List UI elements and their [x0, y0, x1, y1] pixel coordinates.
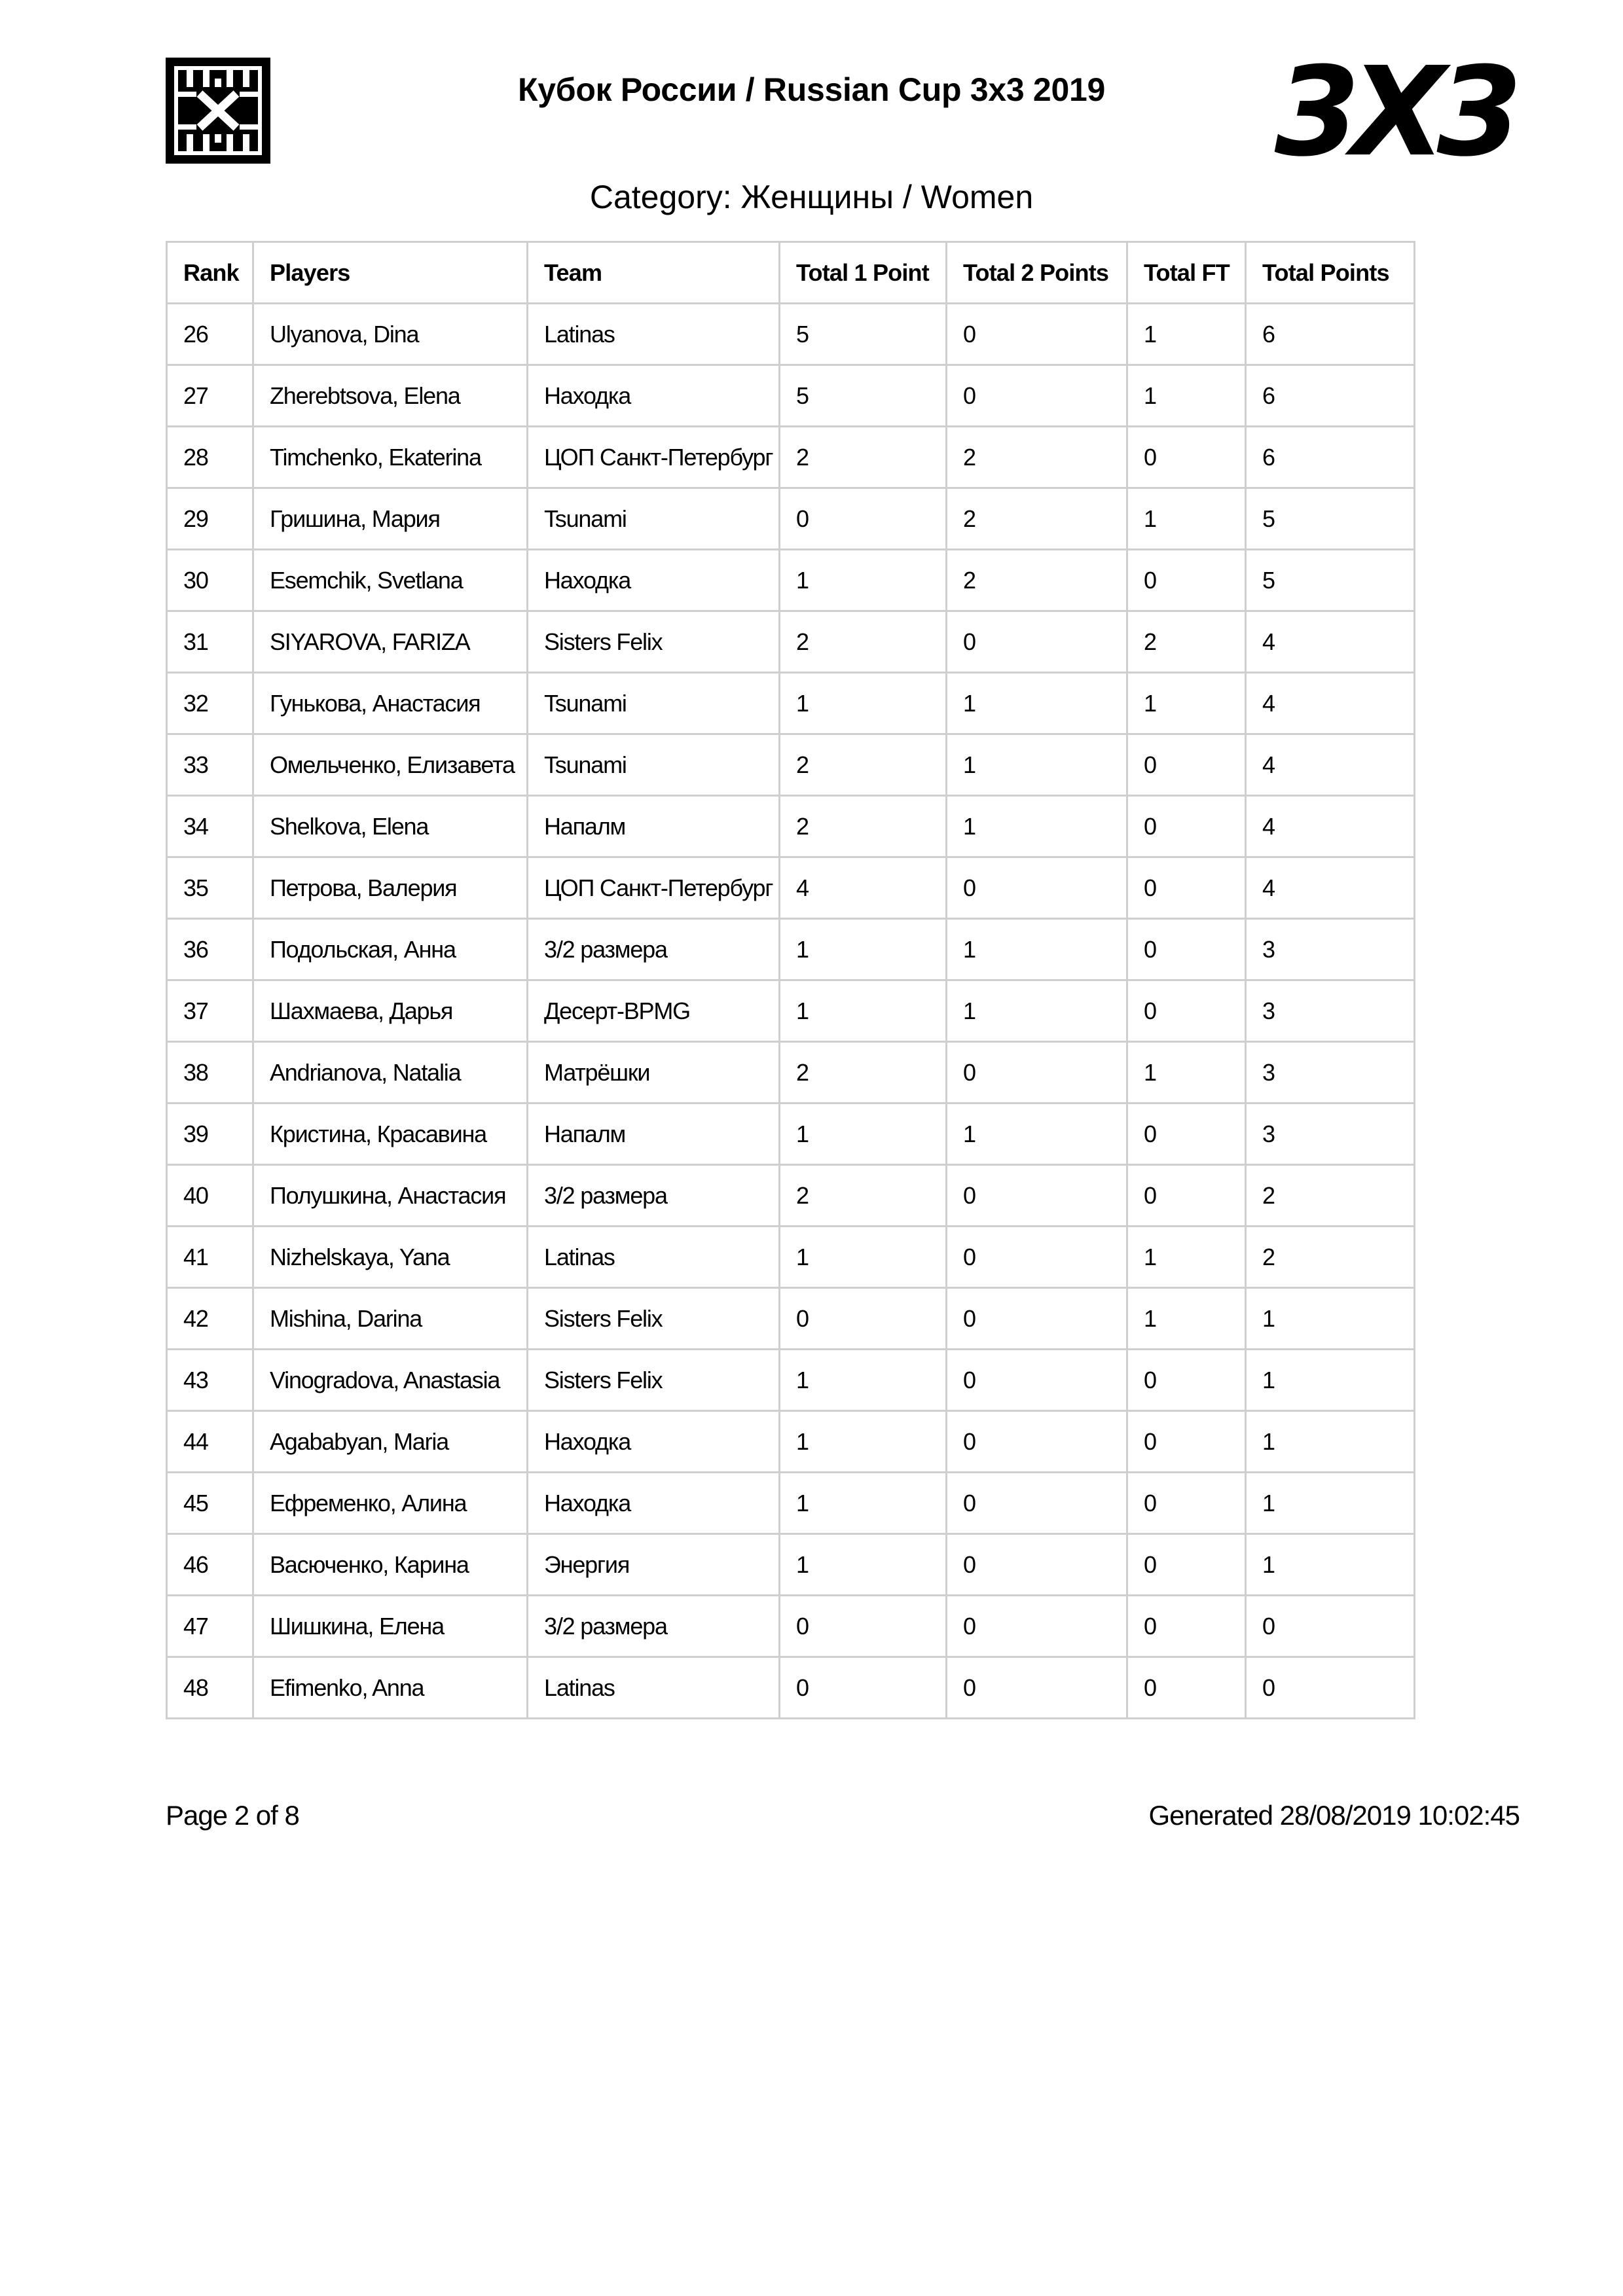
cell-team: Latinas — [528, 1227, 780, 1288]
cell-total-2-points: 0 — [947, 1534, 1127, 1596]
cell-player: Подольская, Анна — [253, 919, 528, 980]
report-title: Кубок России / Russian Cup 3x3 2019 — [518, 71, 1105, 108]
cell-total-2-points: 0 — [947, 1288, 1127, 1350]
cell-total-points: 4 — [1246, 857, 1415, 919]
cell-player: Timchenko, Ekaterina — [253, 427, 528, 488]
cell-total-ft: 1 — [1127, 1288, 1246, 1350]
cell-total-2-points: 1 — [947, 734, 1127, 796]
table-row — [167, 1596, 1415, 1657]
cell-player: Шишкина, Елена — [253, 1596, 528, 1657]
cell-rank: 28 — [167, 427, 253, 488]
cell-team: Sisters Felix — [528, 1350, 780, 1411]
cell-rank: 31 — [167, 611, 253, 673]
cell-team: Находка — [528, 365, 780, 427]
column-header-total-2-points: Total 2 Points — [947, 242, 1127, 304]
cell-total-ft: 0 — [1127, 796, 1246, 857]
cell-total-1-point: 0 — [780, 488, 947, 550]
cell-total-points: 1 — [1246, 1411, 1415, 1473]
cell-rank: 27 — [167, 365, 253, 427]
cell-player: Омельченко, Елизавета — [253, 734, 528, 796]
generated-timestamp: Generated 28/08/2019 10:02:45 — [1148, 1800, 1520, 1831]
cell-total-ft: 0 — [1127, 1411, 1246, 1473]
table-row — [167, 1473, 1415, 1534]
table-row — [167, 796, 1415, 857]
cell-total-ft: 0 — [1127, 919, 1246, 980]
cell-total-ft: 0 — [1127, 1350, 1246, 1411]
table-row — [167, 304, 1415, 365]
table-row — [167, 1042, 1415, 1103]
cell-player: Гришина, Мария — [253, 488, 528, 550]
table-row — [167, 919, 1415, 980]
cell-total-2-points: 1 — [947, 673, 1127, 734]
column-header-team: Team — [528, 242, 780, 304]
cell-total-1-point: 5 — [780, 365, 947, 427]
cell-total-2-points: 0 — [947, 1657, 1127, 1719]
cell-player: Vinogradova, Anastasia — [253, 1350, 528, 1411]
table-row — [167, 365, 1415, 427]
category-heading: Category: Женщины / Women — [589, 179, 1034, 215]
cell-total-2-points: 2 — [947, 427, 1127, 488]
cell-total-points: 5 — [1246, 488, 1415, 550]
cell-team: Tsunami — [528, 734, 780, 796]
column-header-total-ft: Total FT — [1127, 242, 1246, 304]
cell-total-2-points: 0 — [947, 1227, 1127, 1288]
cell-total-ft: 0 — [1127, 1596, 1246, 1657]
cell-total-points: 4 — [1246, 796, 1415, 857]
cell-rank: 36 — [167, 919, 253, 980]
cell-rank: 26 — [167, 304, 253, 365]
cell-player: Mishina, Darina — [253, 1288, 528, 1350]
cell-rank: 32 — [167, 673, 253, 734]
cell-total-2-points: 0 — [947, 1042, 1127, 1103]
cell-total-ft: 0 — [1127, 1165, 1246, 1227]
table-row — [167, 611, 1415, 673]
cell-total-points: 4 — [1246, 734, 1415, 796]
3x3-wordmark-text: 3X3 — [1274, 56, 1514, 165]
cell-total-1-point: 1 — [780, 980, 947, 1042]
cell-total-ft: 0 — [1127, 427, 1246, 488]
cell-total-points: 1 — [1246, 1350, 1415, 1411]
cell-player: Кристина, Красавина — [253, 1103, 528, 1165]
cell-total-1-point: 0 — [780, 1288, 947, 1350]
cell-rank: 42 — [167, 1288, 253, 1350]
cell-team: Latinas — [528, 1657, 780, 1719]
cell-total-ft: 1 — [1127, 488, 1246, 550]
cell-player: Петрова, Валерия — [253, 857, 528, 919]
cell-player: Ефременко, Алина — [253, 1473, 528, 1534]
cell-total-ft: 0 — [1127, 857, 1246, 919]
table-row — [167, 734, 1415, 796]
cell-total-2-points: 0 — [947, 611, 1127, 673]
cell-rank: 29 — [167, 488, 253, 550]
cell-total-points: 1 — [1246, 1473, 1415, 1534]
cell-team: 3/2 размера — [528, 1596, 780, 1657]
table-row — [167, 550, 1415, 611]
cell-total-points: 3 — [1246, 919, 1415, 980]
cell-total-ft: 0 — [1127, 1103, 1246, 1165]
cell-player: Shelkova, Elena — [253, 796, 528, 857]
column-header-total-points: Total Points — [1246, 242, 1415, 304]
cell-total-1-point: 1 — [780, 1534, 947, 1596]
cell-rank: 46 — [167, 1534, 253, 1596]
cell-total-1-point: 5 — [780, 304, 947, 365]
cell-total-1-point: 1 — [780, 673, 947, 734]
cell-team: Sisters Felix — [528, 1288, 780, 1350]
cell-total-points: 6 — [1246, 304, 1415, 365]
table-row — [167, 1165, 1415, 1227]
cell-total-1-point: 1 — [780, 919, 947, 980]
cell-player: Esemchik, Svetlana — [253, 550, 528, 611]
player-stats-table — [166, 241, 1415, 1719]
cell-player: Шахмаева, Дарья — [253, 980, 528, 1042]
cell-player: Ulyanova, Dina — [253, 304, 528, 365]
cell-team: 3/2 размера — [528, 1165, 780, 1227]
cell-player: Васюченко, Карина — [253, 1534, 528, 1596]
cell-rank: 43 — [167, 1350, 253, 1411]
column-header-players: Players — [253, 242, 528, 304]
cell-team: Напалм — [528, 796, 780, 857]
cell-rank: 39 — [167, 1103, 253, 1165]
cell-rank: 30 — [167, 550, 253, 611]
cell-total-2-points: 0 — [947, 857, 1127, 919]
cell-rank: 48 — [167, 1657, 253, 1719]
cell-total-ft: 1 — [1127, 365, 1246, 427]
cell-total-1-point: 2 — [780, 734, 947, 796]
table-header-row — [167, 242, 1415, 304]
cell-team: Sisters Felix — [528, 611, 780, 673]
cell-total-2-points: 0 — [947, 1165, 1127, 1227]
cell-rank: 37 — [167, 980, 253, 1042]
cell-total-2-points: 2 — [947, 488, 1127, 550]
table-row — [167, 1411, 1415, 1473]
cell-total-ft: 0 — [1127, 1473, 1246, 1534]
cell-total-points: 1 — [1246, 1288, 1415, 1350]
cell-total-1-point: 1 — [780, 550, 947, 611]
cell-team: Находка — [528, 550, 780, 611]
cell-total-1-point: 2 — [780, 1042, 947, 1103]
cell-total-1-point: 2 — [780, 427, 947, 488]
table-row — [167, 673, 1415, 734]
cell-team: ЦОП Санкт-Петербург — [528, 427, 780, 488]
cell-player: Zherebtsova, Elena — [253, 365, 528, 427]
column-header-rank: Rank — [167, 242, 253, 304]
cell-rank: 34 — [167, 796, 253, 857]
cell-team: Находка — [528, 1473, 780, 1534]
cell-total-ft: 1 — [1127, 304, 1246, 365]
cell-player: Гунькова, Анастасия — [253, 673, 528, 734]
cell-total-points: 6 — [1246, 365, 1415, 427]
table-row — [167, 1534, 1415, 1596]
cell-total-ft: 2 — [1127, 611, 1246, 673]
cell-total-2-points: 0 — [947, 1411, 1127, 1473]
cell-total-1-point: 1 — [780, 1103, 947, 1165]
cell-team: 3/2 размера — [528, 919, 780, 980]
cell-team: Десерт-BPMG — [528, 980, 780, 1042]
cell-total-1-point: 2 — [780, 796, 947, 857]
table-row — [167, 1350, 1415, 1411]
cell-total-1-point: 1 — [780, 1411, 947, 1473]
table-row — [167, 427, 1415, 488]
cell-team: Tsunami — [528, 673, 780, 734]
cell-total-1-point: 2 — [780, 611, 947, 673]
cell-total-points: 4 — [1246, 611, 1415, 673]
table-row — [167, 488, 1415, 550]
page-number: Page 2 of 8 — [166, 1800, 299, 1831]
cell-team: Матрёшки — [528, 1042, 780, 1103]
cell-total-ft: 0 — [1127, 980, 1246, 1042]
cell-rank: 40 — [167, 1165, 253, 1227]
cell-total-ft: 1 — [1127, 1042, 1246, 1103]
cell-rank: 45 — [167, 1473, 253, 1534]
cell-player: Andrianova, Natalia — [253, 1042, 528, 1103]
cell-total-points: 2 — [1246, 1227, 1415, 1288]
cell-total-2-points: 1 — [947, 1103, 1127, 1165]
cell-total-2-points: 1 — [947, 919, 1127, 980]
3x3-wordmark-logo-icon — [1269, 56, 1519, 165]
cell-total-1-point: 0 — [780, 1657, 947, 1719]
cell-total-ft: 0 — [1127, 1657, 1246, 1719]
table-row — [167, 1227, 1415, 1288]
cell-total-2-points: 0 — [947, 304, 1127, 365]
cell-rank: 38 — [167, 1042, 253, 1103]
cell-total-2-points: 1 — [947, 796, 1127, 857]
cell-total-1-point: 1 — [780, 1350, 947, 1411]
cell-rank: 41 — [167, 1227, 253, 1288]
cell-team: Находка — [528, 1411, 780, 1473]
cell-total-1-point: 4 — [780, 857, 947, 919]
cell-total-points: 4 — [1246, 673, 1415, 734]
cell-total-1-point: 0 — [780, 1596, 947, 1657]
cell-team: Tsunami — [528, 488, 780, 550]
cell-total-2-points: 1 — [947, 980, 1127, 1042]
cell-player: Agababyan, Maria — [253, 1411, 528, 1473]
cell-rank: 33 — [167, 734, 253, 796]
cell-total-points: 3 — [1246, 1042, 1415, 1103]
cell-player: SIYAROVA, FARIZA — [253, 611, 528, 673]
cell-rank: 47 — [167, 1596, 253, 1657]
table-row — [167, 1103, 1415, 1165]
cell-total-points: 0 — [1246, 1657, 1415, 1719]
table-row — [167, 1657, 1415, 1719]
cell-total-ft: 0 — [1127, 734, 1246, 796]
cell-team: Напалм — [528, 1103, 780, 1165]
cell-total-ft: 1 — [1127, 673, 1246, 734]
cell-total-points: 6 — [1246, 427, 1415, 488]
cell-total-2-points: 2 — [947, 550, 1127, 611]
cell-team: ЦОП Санкт-Петербург — [528, 857, 780, 919]
cell-team: Энергия — [528, 1534, 780, 1596]
cell-total-1-point: 1 — [780, 1473, 947, 1534]
cell-total-ft: 0 — [1127, 550, 1246, 611]
cell-total-2-points: 0 — [947, 365, 1127, 427]
cell-total-1-point: 2 — [780, 1165, 947, 1227]
cell-total-2-points: 0 — [947, 1473, 1127, 1534]
cell-player: Efimenko, Anna — [253, 1657, 528, 1719]
table-row — [167, 980, 1415, 1042]
column-header-total-1-point: Total 1 Point — [780, 242, 947, 304]
cell-total-points: 5 — [1246, 550, 1415, 611]
cell-team: Latinas — [528, 304, 780, 365]
cell-total-points: 0 — [1246, 1596, 1415, 1657]
cell-total-ft: 0 — [1127, 1534, 1246, 1596]
cell-total-2-points: 0 — [947, 1596, 1127, 1657]
cell-total-1-point: 1 — [780, 1227, 947, 1288]
cell-total-points: 2 — [1246, 1165, 1415, 1227]
cell-total-2-points: 0 — [947, 1350, 1127, 1411]
table-row — [167, 1288, 1415, 1350]
cell-total-points: 3 — [1246, 1103, 1415, 1165]
cell-player: Nizhelskaya, Yana — [253, 1227, 528, 1288]
cell-player: Полушкина, Анастасия — [253, 1165, 528, 1227]
cell-total-ft: 1 — [1127, 1227, 1246, 1288]
cell-rank: 44 — [167, 1411, 253, 1473]
cell-total-points: 3 — [1246, 980, 1415, 1042]
cell-total-points: 1 — [1246, 1534, 1415, 1596]
table-row — [167, 857, 1415, 919]
cell-rank: 35 — [167, 857, 253, 919]
